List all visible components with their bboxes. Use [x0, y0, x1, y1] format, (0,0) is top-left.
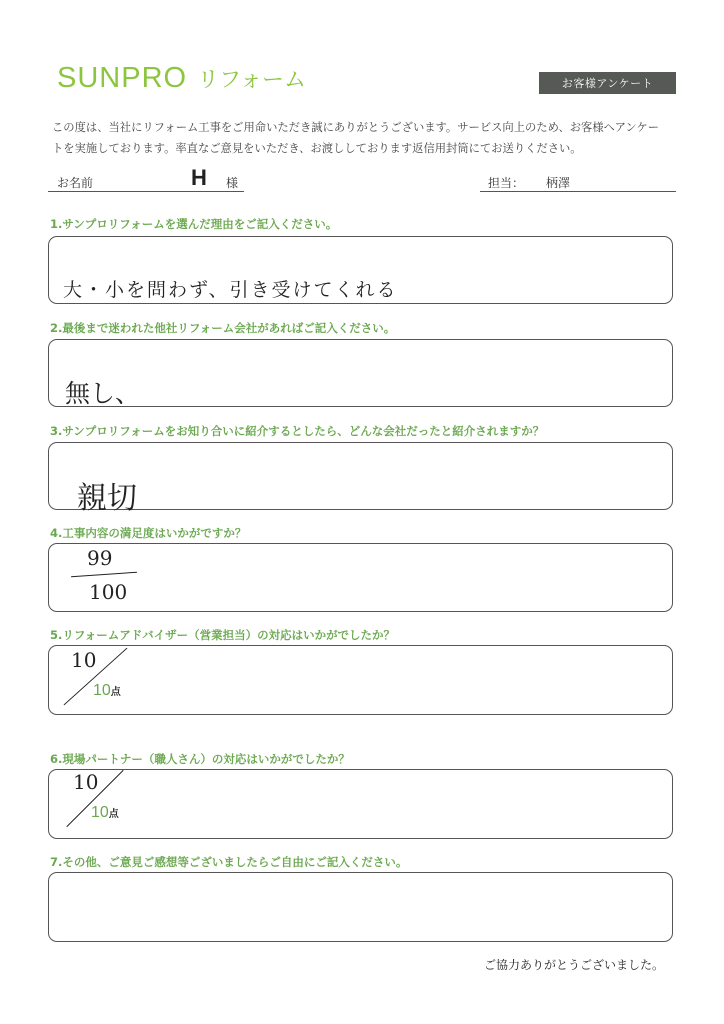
intro-text: [52, 117, 682, 159]
question-1-label: 1.サンプロリフォームを選んだ理由をご記入ください。: [50, 217, 338, 231]
logo-subtitle: リフォーム: [197, 68, 306, 93]
question-6-label: 6.現場パートナー（職人さん）の対応はいかがでしたか？: [50, 752, 350, 766]
name-label: お名前: [57, 176, 94, 190]
question-5-label: 5.リフォームアドバイザー（営業担当）の対応はいかがでしたか？: [50, 628, 396, 642]
score-6-value: 10: [73, 770, 99, 794]
answer-box-3: [48, 442, 673, 516]
staff-value: 柄澤: [546, 176, 571, 190]
score-6-unit: 点: [108, 809, 119, 820]
score-4-max: 100: [89, 580, 128, 604]
answer-box-2: [48, 339, 673, 407]
answer-box-1: [48, 236, 673, 304]
score-4-value: 99: [87, 546, 113, 570]
answer-2-text: 無し、: [65, 379, 141, 408]
score-6-max: 10: [91, 804, 109, 821]
name-value: H: [191, 165, 207, 190]
staff-label: 担当：: [488, 176, 525, 190]
score-5-max-group: [93, 680, 121, 700]
score-5-max: 10: [93, 682, 111, 699]
name-row: [48, 165, 244, 192]
intro-line-2: トを実施しております。率直なご意見をいただき、お渡ししております返信用封筒にてお送りください。: [52, 142, 582, 155]
question-2-label: 2.最後まで迷われた他社リフォーム会社があればご記入ください。: [50, 321, 396, 335]
question-7-label: 7.その他、ご意見ご感想等ございましたらご自由にご記入ください。: [50, 855, 408, 869]
score-6-max-group: [91, 802, 119, 822]
thanks-text: ご協力ありがとうございました。: [483, 958, 664, 972]
sunpro-logo: [57, 62, 306, 98]
answer-box-5: [48, 645, 673, 715]
answer-box-6: [48, 769, 673, 839]
survey-badge: お客様アンケート: [539, 72, 676, 94]
honorific: 様: [226, 176, 239, 190]
answer-1-text: 大・小を問わず、引き受けてくれる: [63, 279, 398, 301]
question-3-label: 3.サンプロリフォームをお知り合いに紹介するとしたら、どんな会社だったと紹介されますか？: [50, 424, 545, 438]
answer-box-7: [48, 872, 673, 942]
answer-box-4: [48, 543, 673, 612]
answer-3-text: 親切: [77, 481, 137, 516]
logo-brand: SUNPRO: [57, 62, 188, 94]
score-5-value: 10: [71, 648, 97, 672]
question-4-label: 4.工事内容の満足度はいかがですか？: [50, 526, 247, 540]
score-5-unit: 点: [110, 687, 121, 698]
staff-row: [480, 171, 676, 192]
fraction-line: [71, 572, 137, 578]
intro-line-1: この度は、当社にリフォーム工事をご用命いただき誠にありがとうございます。サービス向上のため、お客様へアンケー: [52, 121, 660, 134]
